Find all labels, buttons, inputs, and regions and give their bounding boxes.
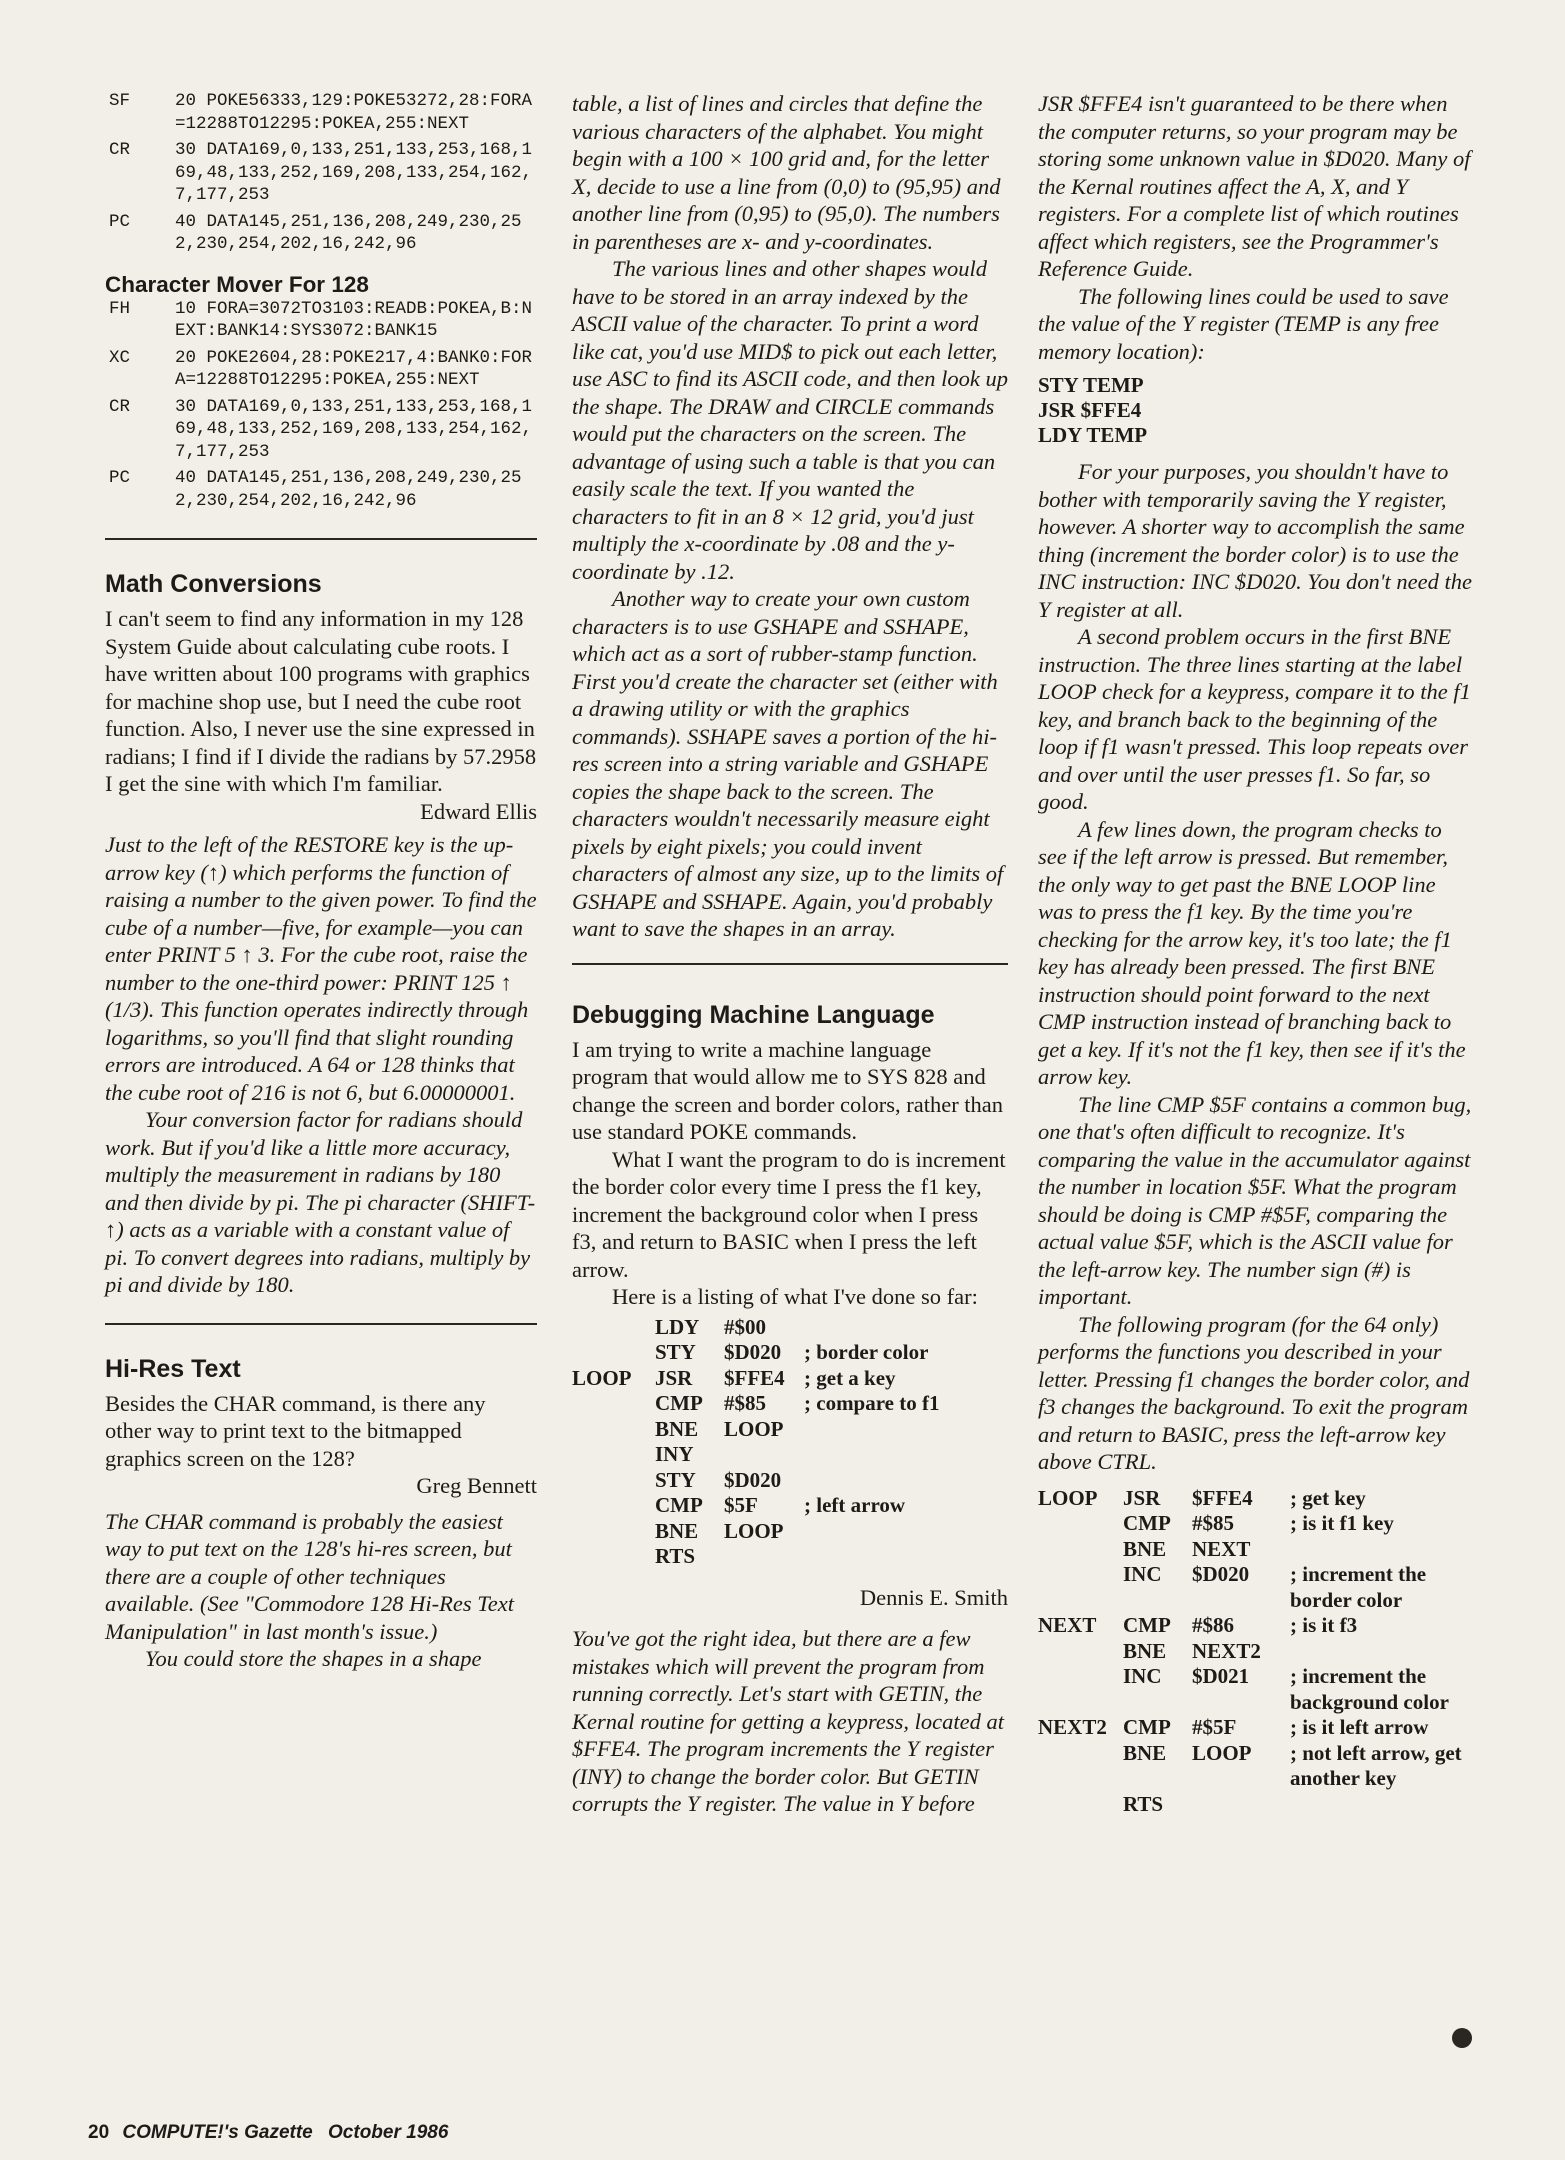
asm-line	[572, 1391, 1008, 1417]
checksum: XC	[109, 347, 131, 368]
checksum: CR	[109, 140, 131, 160]
asm-opcode: INY	[655, 1442, 694, 1466]
asm-comment	[1290, 1792, 1476, 1818]
asm-comment: ; get key	[1290, 1485, 1366, 1510]
asm-operand: LOOP	[724, 1518, 784, 1543]
asm-opcode: STY	[655, 1467, 696, 1492]
section-divider	[105, 1323, 537, 1325]
answer-hires-paragraph-4: The various lines and other shapes would have to be stored in an array indexed by the ASCII value of the character. To print a word like cat, you'd use MID$ to pick out each letter, use ASC to find its ASCII code, and then look up the shape. The DRAW and CIRCLE commands would put the characters on the screen. The advantage of using such a table is that you can easily scale the text. If you wanted the characters to fit in an 8 × 12 grid, you'd just multiply the x-coordinate by .08 and the y-coordinate by .12.	[572, 256, 1009, 584]
asm-comment: ; compare to f1	[804, 1391, 940, 1415]
asm-comment	[804, 1417, 1008, 1443]
asm-comment: ; border color	[804, 1340, 929, 1364]
answer-debug-paragraph-5: A second problem occurs in the first BNE instruction. The three lines starting at the label LOOP check for a keypress, compare it to the f1 key, and branch back to the beginning of the loop if f1 wasn't pressed. This loop repeats over and over until the user presses f1. So far, so good.	[1038, 624, 1471, 814]
asm-line	[572, 1340, 1008, 1366]
asm-label	[572, 1468, 655, 1494]
answer-debug-paragraph-1: You've got the right idea, but there are a few mistakes which will prevent the program from running correctly. Let's start with GETIN, the Kernal routine for getting a keypress, located at $FFE4. The program increments the Y register (INY) to change the border color. But GETIN corrupts the Y register. The value in Y before	[572, 1626, 1005, 1816]
asm-line	[572, 1442, 1008, 1468]
asm-line	[1038, 1639, 1476, 1665]
asm-label	[1038, 1741, 1123, 1792]
basic-code: 20 POKE56333,129:POKE53272,28:FORA=12288TO12295:POKEA,255:NEXT	[175, 91, 533, 134]
asm-comment	[1290, 1537, 1476, 1563]
magazine-name: COMPUTE!'s Gazette	[122, 2122, 313, 2143]
asm-comment: ; increment the background color	[1290, 1664, 1449, 1714]
asm-opcode: STY	[655, 1340, 696, 1364]
asm-line	[1038, 1664, 1476, 1715]
page-number: 20	[88, 2122, 110, 2143]
checksum: PC	[109, 211, 131, 232]
asm-operand	[1192, 1792, 1290, 1818]
answer-hires-paragraph-2: You could store the shapes in a shape	[145, 1646, 482, 1671]
heading-math-conversions: Math Conversions	[105, 570, 322, 598]
asm-operand: #$86	[1192, 1613, 1234, 1637]
end-of-article-mark	[1452, 2028, 1472, 2048]
asm-operand: $5F	[724, 1493, 758, 1517]
code-line: JSR $FFE4	[1038, 398, 1142, 422]
asm-opcode: JSR	[655, 1365, 693, 1390]
asm-label	[572, 1493, 655, 1519]
asm-opcode: CMP	[655, 1493, 703, 1517]
asm-label	[572, 1544, 655, 1570]
asm-comment: ; increment the border color	[1290, 1562, 1427, 1612]
asm-opcode: JSR	[1123, 1485, 1161, 1510]
asm-label	[1038, 1792, 1123, 1818]
asm-operand: #$00	[724, 1314, 766, 1339]
basic-code: 20 POKE2604,28:POKE217,4:BANK0:FORA=12288TO12295:POKEA,255:NEXT	[175, 347, 533, 390]
answer-hires-paragraph-3: table, a list of lines and circles that define the various characters of the alphabet. You might begin with a 100 × 100 grid and, for the letter X, decide to use a line from (0,0) to (95,95) and another line from (0,95) to (95,0). The numbers in parentheses are x- and y-coordinates.	[572, 91, 1001, 254]
page-footer	[88, 2122, 448, 2144]
column-3	[1038, 90, 1476, 1817]
asm-label: LOOP	[1038, 1485, 1098, 1510]
asm-comment	[804, 1519, 1008, 1545]
asm-comment	[1290, 1639, 1476, 1665]
answer-math-paragraph-2: Your conversion factor for radians should work. But if you'd like a little more accuracy, multiply the measurement in radians by 180 and then divide by pi. The pi character (SHIFT-↑) acts as a variable with a constant value of pi. To convert degrees into radians, multiply by pi and divide by 180.	[105, 1107, 536, 1297]
checksum: PC	[109, 468, 131, 488]
asm-label	[572, 1340, 655, 1366]
basic-code: 30 DATA169,0,133,251,133,253,168,169,48,133,252,169,208,133,254,162,7,177,253	[175, 396, 533, 462]
asm-line	[572, 1468, 1008, 1494]
asm-opcode: RTS	[1123, 1791, 1164, 1816]
asm-operand: $D020	[1192, 1562, 1250, 1586]
issue-date: October 1986	[328, 2122, 449, 2143]
answer-hires-paragraph-1: The CHAR command is probably the easiest way to put text on the 128's hi-res screen, but there are a couple of other techniques available. (See "Commodore 128 Hi-Res Text Manipulation" in last month's issue.)	[105, 1508, 514, 1644]
listing-line	[105, 90, 537, 135]
asm-opcode: BNE	[1123, 1536, 1167, 1561]
basic-code: 40 DATA145,251,136,208,249,230,252,230,254,202,16,242,96	[175, 211, 522, 254]
listing-line	[105, 139, 537, 207]
asm-line	[1038, 1792, 1476, 1818]
asm-operand: $FFE4	[724, 1365, 785, 1390]
asm-line	[1038, 1741, 1476, 1792]
letter-debug-paragraph-3: Here is a listing of what I've done so far:	[612, 1284, 978, 1309]
asm-opcode: RTS	[655, 1544, 696, 1568]
answer-debug-paragraph-7: The line CMP $5F contains a common bug, one that's often difficult to recognize. It's comparing the value in the accumulator against the number in location $5F. What the program should be doing is CMP #$5F, comparing the actual value $5F, which is the ASCII value for the left-arrow key. The number sign (#) is important.	[1038, 1091, 1472, 1309]
asm-comment: ; not left arrow, get another key	[1290, 1740, 1462, 1790]
answer-hires-paragraph-5: Another way to create your own custom characters is to use GSHAPE and SSHAPE, which act as a sort of rubber-stamp function. First you'd create the character set (either with a drawing utility or with the graphics commands). SSHAPE saves a portion of the hi-res screen into a string variable and GSHAPE copies the shape back to the screen. The characters wouldn't necessarily measure eight pixels by eight pixels; you could invent characters of almost any size, up to the limits of GSHAPE and SSHAPE. Again, you'd probably want to save the shapes in an array.	[572, 586, 1004, 941]
asm-opcode: CMP	[1123, 1511, 1171, 1535]
code-save-y-register	[1038, 373, 1476, 448]
asm-operand: NEXT	[1192, 1536, 1251, 1561]
asm-comment	[804, 1442, 1008, 1468]
listing-line	[105, 396, 537, 464]
asm-label	[572, 1442, 655, 1468]
asm-operand: NEXT2	[1192, 1638, 1261, 1663]
heading-hi-res-text: Hi-Res Text	[105, 1354, 241, 1383]
asm-opcode: BNE	[1123, 1638, 1167, 1663]
checksum: SF	[109, 91, 131, 111]
asm-opcode: CMP	[655, 1391, 703, 1415]
asm-operand	[724, 1544, 804, 1570]
answer-debug-paragraph-8: The following program (for the 64 only) performs the functions you described in your letter. Pressing f1 changes the border color, and f3 changes the background. To exit the program and return to BASIC, press the left-arrow key above CTRL.	[1038, 1311, 1470, 1474]
asm-operand: $D020	[724, 1340, 782, 1364]
basic-code: 10 FORA=3072TO3103:READB:POKEA,B:NEXT:BANK14:SYS3072:BANK15	[175, 298, 533, 341]
program-listing-1	[105, 90, 537, 256]
program-listing-2	[105, 298, 537, 513]
asm-comment: ; get a key	[804, 1365, 896, 1390]
asm-label: NEXT2	[1038, 1715, 1107, 1739]
asm-label	[572, 1391, 655, 1417]
listing-title-character-mover: Character Mover For 128	[105, 271, 369, 297]
asm-line	[572, 1493, 1008, 1519]
column-1	[105, 90, 537, 1673]
asm-line	[1038, 1562, 1476, 1613]
asm-label	[572, 1417, 655, 1443]
answer-debug-paragraph-6: A few lines down, the program checks to see if the left arrow is pressed. But remember, the only way to get past the BNE LOOP line was to press the f1 key. By the time you're checking for the arrow key, it's too late; the f1 key has already been pressed. The first BNE instruction should point forward to the next CMP instruction instead of branching back to get a key. If it's not the f1 key, then see if it's the arrow key.	[1038, 816, 1466, 1089]
asm-line	[1038, 1511, 1476, 1537]
assembly-listing-answer	[1038, 1486, 1476, 1818]
basic-code: 30 DATA169,0,133,251,133,253,168,169,48,133,252,169,208,133,254,162,7,177,253	[175, 140, 533, 205]
asm-operand: $FFE4	[1192, 1485, 1253, 1510]
asm-label	[572, 1519, 655, 1545]
asm-operand: #$5F	[1192, 1715, 1237, 1739]
checksum: CR	[109, 396, 131, 417]
asm-line	[1038, 1613, 1476, 1639]
letter-debug-paragraph-2: What I want the program to do is increment the border color every time I press the f1 key, increment the background color when I press f3, and return to BASIC when I press the left arrow.	[572, 1146, 1006, 1282]
checksum: FH	[109, 298, 131, 319]
asm-line	[572, 1366, 1008, 1392]
asm-label	[1038, 1537, 1123, 1563]
asm-line	[572, 1315, 1008, 1341]
asm-comment: ; left arrow	[804, 1493, 906, 1517]
section-divider	[572, 963, 1008, 965]
asm-opcode: CMP	[1123, 1613, 1171, 1637]
answer-debug-paragraph-2: JSR $FFE4 isn't guaranteed to be there when the computer returns, so your program may be storing some unknown value in $D020. Many of the Kernal routines affect the A, X, and Y registers. For a complete list of which routines affect which registers, see the Programmer's Reference Guide.	[1038, 91, 1471, 281]
letter-signature-greg-bennett: Greg Bennett	[416, 1473, 537, 1498]
asm-operand	[724, 1442, 804, 1468]
asm-opcode: BNE	[655, 1518, 699, 1543]
letter-signature-dennis-smith: Dennis E. Smith	[859, 1584, 1008, 1610]
asm-operand: #$85	[1192, 1511, 1234, 1535]
answer-debug-paragraph-4: For your purposes, you shouldn't have to bother with temporarily saving the Y register, however. A shorter way to accomplish the same thing (increment the border color) is to use the INC instruction: INC $D020. You don't need the Y register at all.	[1038, 459, 1472, 622]
asm-line	[1038, 1486, 1476, 1512]
listing-line	[105, 211, 537, 256]
asm-operand: LOOP	[724, 1416, 784, 1441]
asm-label	[1038, 1664, 1123, 1715]
heading-debugging-machine-language: Debugging Machine Language	[572, 1000, 935, 1029]
asm-line	[572, 1417, 1008, 1443]
asm-opcode: INC	[1123, 1664, 1162, 1688]
asm-label	[1038, 1562, 1123, 1613]
section-divider	[105, 538, 537, 540]
listing-line	[105, 298, 537, 343]
column-2	[572, 90, 1008, 1818]
asm-operand: $D020	[724, 1467, 782, 1492]
letter-hires-question: Besides the CHAR command, is there any other way to print text to the bitmapped graphics screen on the 128?	[105, 1390, 486, 1471]
asm-opcode: BNE	[1123, 1740, 1167, 1765]
asm-label: LOOP	[572, 1365, 632, 1390]
asm-operand: $D021	[1192, 1664, 1250, 1688]
asm-line	[1038, 1715, 1476, 1741]
code-line: STY TEMP	[1038, 373, 1144, 397]
asm-line	[572, 1544, 1008, 1570]
letter-debug-paragraph-1: I am trying to write a machine language program that would allow me to SYS 828 and change the screen and border colors, rather than use standard POKE commands.	[572, 1036, 1004, 1144]
asm-comment: ; is it f3	[1290, 1613, 1358, 1637]
answer-debug-paragraph-3: The following lines could be used to save the value of the Y register (TEMP is any free memory location):	[1038, 283, 1449, 364]
asm-comment: ; is it left arrow	[1290, 1715, 1429, 1739]
code-line: LDY TEMP	[1038, 423, 1148, 447]
asm-label	[1038, 1639, 1123, 1665]
basic-code: 40 DATA145,251,136,208,249,230,252,230,254,202,16,242,96	[175, 468, 522, 511]
answer-math-paragraph-1: Just to the left of the RESTORE key is the up-arrow key (↑) which performs the function of raising a number to the given power. To find the cube of a number—five, for example—you can enter PRINT 5 ↑ 3. For the cube root, raise the number to the one-third power: PRINT 125 ↑ (1/3). This function operates indirectly through logarithms, so you'll find that slight rounding errors are introduced. A 64 or 128 thinks that the cube root of 216 is not 6, but 6.00000001.	[105, 832, 537, 1105]
asm-line	[572, 1519, 1008, 1545]
assembly-listing-letter	[572, 1315, 1008, 1570]
asm-label	[1038, 1511, 1123, 1537]
asm-label	[572, 1315, 655, 1341]
asm-comment	[804, 1544, 1008, 1570]
letter-signature-edward-ellis: Edward Ellis	[420, 798, 537, 824]
asm-comment	[804, 1468, 1008, 1494]
asm-operand: #$85	[724, 1391, 766, 1415]
asm-opcode: CMP	[1123, 1715, 1171, 1739]
listing-line	[105, 347, 537, 392]
asm-comment: ; is it f1 key	[1290, 1511, 1394, 1535]
listing-line	[105, 467, 537, 512]
asm-line	[1038, 1537, 1476, 1563]
asm-opcode: BNE	[655, 1416, 699, 1441]
asm-opcode: LDY	[655, 1314, 700, 1339]
asm-operand: LOOP	[1192, 1740, 1252, 1765]
asm-opcode: INC	[1123, 1562, 1162, 1586]
asm-label: NEXT	[1038, 1613, 1097, 1637]
letter-math-question: I can't seem to find any information in my 128 System Guide about calculating cube roots. I have written about 100 programs with graphics for machine shop use, but I need the cube root function. Also, I never use the sine expressed in radians; I find if I divide the radians by 57.2958 I get the sine with which I'm familiar.	[105, 606, 537, 796]
asm-comment	[804, 1315, 1008, 1341]
